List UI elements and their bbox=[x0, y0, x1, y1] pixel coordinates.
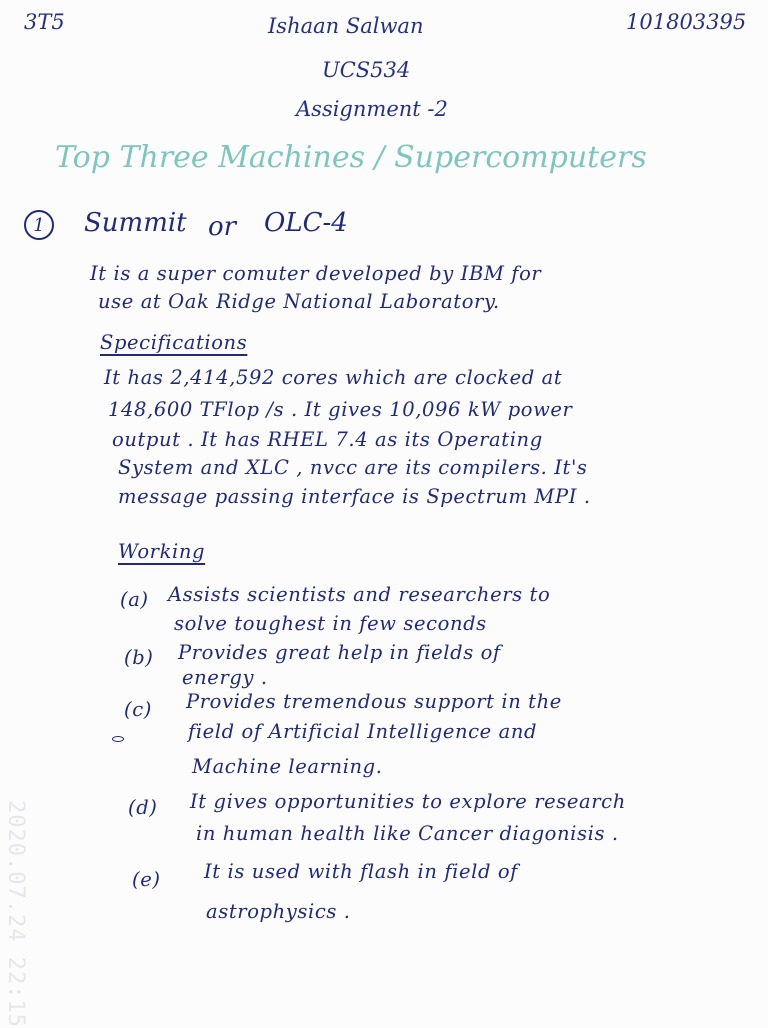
working-item-line: Machine learning. bbox=[192, 755, 383, 778]
timestamp-watermark: 2020.07.24 22:15 bbox=[3, 800, 28, 1028]
assignment-title: Assignment -2 bbox=[296, 97, 448, 121]
working-item-label: (b) bbox=[124, 646, 154, 669]
working-item-line: It is used with flash in field of bbox=[204, 860, 518, 883]
section-code: 3T5 bbox=[24, 10, 65, 34]
student-name: Ishaan Salwan bbox=[268, 14, 424, 38]
working-item-line: Provides great help in fields of bbox=[178, 641, 501, 664]
item-number-circle bbox=[24, 210, 54, 240]
working-item-line: in human health like Cancer diagonisis . bbox=[196, 822, 619, 845]
spec-line: output . It has RHEL 7.4 as its Operating bbox=[112, 428, 543, 451]
topic-heading: Top Three Machines / Supercomputers bbox=[55, 140, 647, 175]
working-item-line: It gives opportunities to explore research bbox=[190, 790, 626, 813]
working-item-line: solve toughest in few seconds bbox=[174, 612, 487, 635]
working-heading: Working bbox=[118, 540, 206, 563]
working-item-label: (a) bbox=[120, 588, 149, 611]
working-item-label: (d) bbox=[128, 796, 158, 819]
working-item-line: Assists scientists and researchers to bbox=[168, 583, 551, 606]
intro-line: use at Oak Ridge National Laboratory. bbox=[98, 290, 500, 313]
spec-line: It has 2,414,592 cores which are clocked at bbox=[104, 366, 563, 389]
working-item-line: field of Artificial Intelligence and bbox=[188, 720, 538, 743]
spec-line: 148,600 TFlop /s . It gives 10,096 kW power bbox=[108, 398, 573, 421]
working-item-line: Provides tremendous support in the bbox=[186, 690, 562, 713]
working-item-line: energy . bbox=[182, 666, 268, 689]
course-code: UCS534 bbox=[322, 58, 411, 82]
working-item-label: (e) bbox=[132, 868, 161, 891]
intro-line: It is a super comuter developed by IBM for bbox=[90, 262, 542, 285]
spec-line: System and XLC , nvcc are its compilers. It's bbox=[118, 456, 588, 479]
machine-alt-name: OLC-4 bbox=[264, 208, 348, 238]
roll-number: 101803395 bbox=[626, 10, 747, 34]
ink-mark bbox=[112, 736, 124, 742]
machine-title-or: or bbox=[208, 212, 237, 242]
working-item-line: astrophysics . bbox=[206, 900, 351, 923]
specifications-heading: Specifications bbox=[100, 331, 248, 354]
item-number: 1 bbox=[33, 214, 45, 236]
machine-title: Summit bbox=[84, 208, 187, 238]
working-item-label: (c) bbox=[124, 698, 152, 721]
spec-line: message passing interface is Spectrum MPI . bbox=[118, 485, 591, 508]
